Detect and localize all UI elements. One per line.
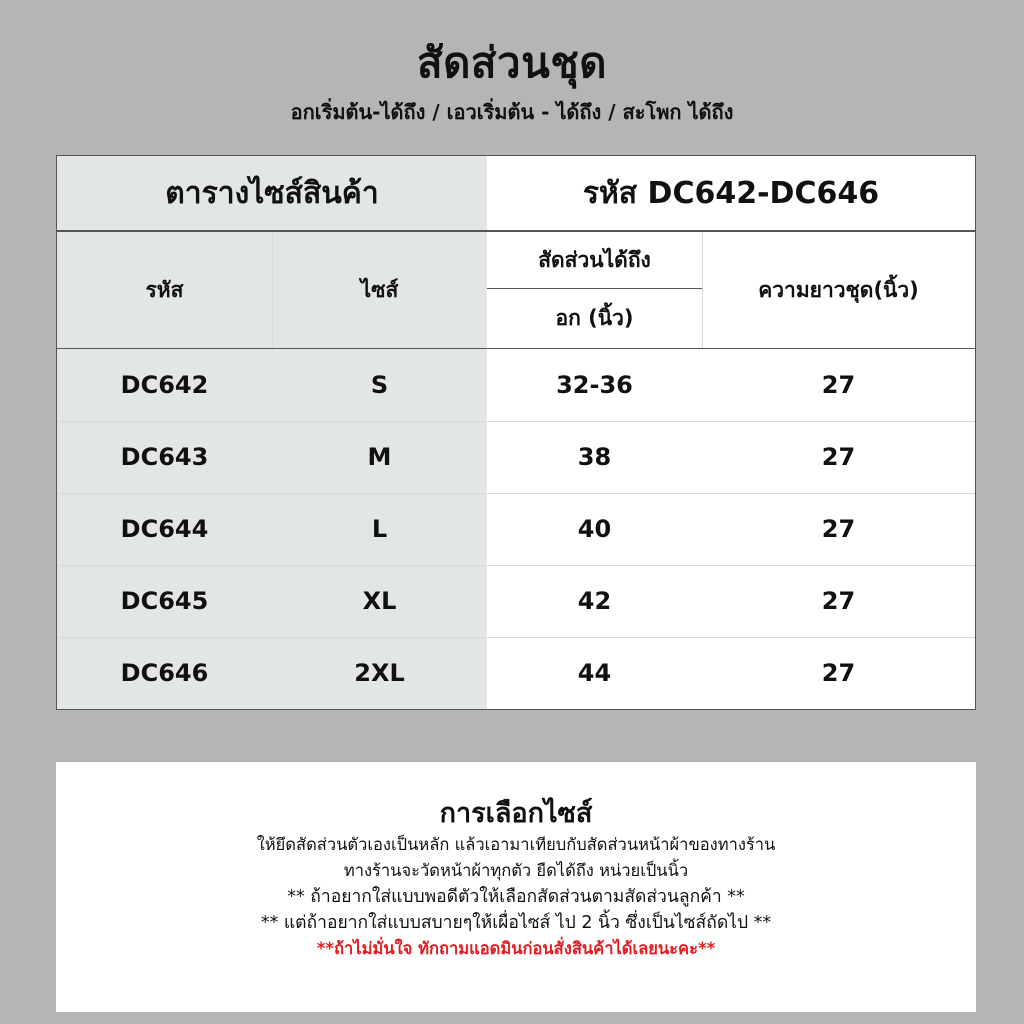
cell-chest: 44 xyxy=(487,637,702,709)
cell-length: 27 xyxy=(702,349,975,421)
divider xyxy=(57,348,975,349)
col-header-size: ไซส์ xyxy=(272,232,487,348)
cell-code: DC646 xyxy=(57,637,272,709)
note-line: ** แต่ถ้าอยากใส่แบบสบายๆให้เผื่อไซส์ ไป 2 นิ้ว ซึ่งเป็นไซส์ถัดไป ** xyxy=(260,913,772,933)
cell-length: 27 xyxy=(702,565,975,637)
size-table xyxy=(56,155,976,710)
note-warning: **ถ้าไม่มั่นใจ ทักถามแอดมินก่อนสั่งสินค้าได้เลยนะคะ** xyxy=(316,939,716,958)
cell-size: M xyxy=(272,421,487,493)
cell-size: 2XL xyxy=(272,637,487,709)
table-heading-right: รหัส DC642-DC646 xyxy=(487,156,975,230)
cell-size: XL xyxy=(272,565,487,637)
divider xyxy=(487,288,702,289)
cell-code: DC642 xyxy=(57,349,272,421)
cell-chest: 32-36 xyxy=(487,349,702,421)
cell-size: L xyxy=(272,493,487,565)
size-guide-note xyxy=(56,762,976,1012)
cell-length: 27 xyxy=(702,421,975,493)
row-divider xyxy=(57,637,975,638)
divider xyxy=(272,232,273,348)
cell-code: DC643 xyxy=(57,421,272,493)
cell-length: 27 xyxy=(702,637,975,709)
note-line: ให้ยึดสัดส่วนตัวเองเป็นหลัก แล้วเอามาเทียบกับสัดส่วนหน้าผ้าของทางร้าน xyxy=(256,835,776,854)
cell-chest: 38 xyxy=(487,421,702,493)
note-line: ทางร้านจะวัดหน้าผ้าทุกตัว ยืดได้ถึง หน่วยเป็นนิ้ว xyxy=(343,861,689,880)
divider xyxy=(702,232,703,348)
col-header-chest: อก (นิ้ว) xyxy=(487,289,702,348)
cell-chest: 42 xyxy=(487,565,702,637)
row-divider xyxy=(57,421,975,422)
col-header-proportion: สัดส่วนได้ถึง xyxy=(487,232,702,288)
page-title: สัดส่วนชุด xyxy=(416,38,608,87)
col-header-code: รหัส xyxy=(57,232,272,348)
cell-length: 27 xyxy=(702,493,975,565)
page-subtitle: อกเริ่มต้น-ได้ถึง / เอวเริ่มต้น - ได้ถึง / สะโพก ได้ถึง xyxy=(290,100,734,124)
cell-code: DC645 xyxy=(57,565,272,637)
cell-code: DC644 xyxy=(57,493,272,565)
cell-size: S xyxy=(272,349,487,421)
table-heading-left: ตารางไซส์สินค้า xyxy=(57,156,487,230)
divider xyxy=(57,230,975,232)
cell-chest: 40 xyxy=(487,493,702,565)
row-divider xyxy=(57,493,975,494)
row-divider xyxy=(57,565,975,566)
note-title: การเลือกไซส์ xyxy=(439,798,593,829)
note-line: ** ถ้าอยากใส่แบบพอดีตัวให้เลือกสัดส่วนตามสัดส่วนลูกค้า ** xyxy=(287,887,745,907)
col-header-length: ความยาวชุด(นิ้ว) xyxy=(702,232,975,348)
